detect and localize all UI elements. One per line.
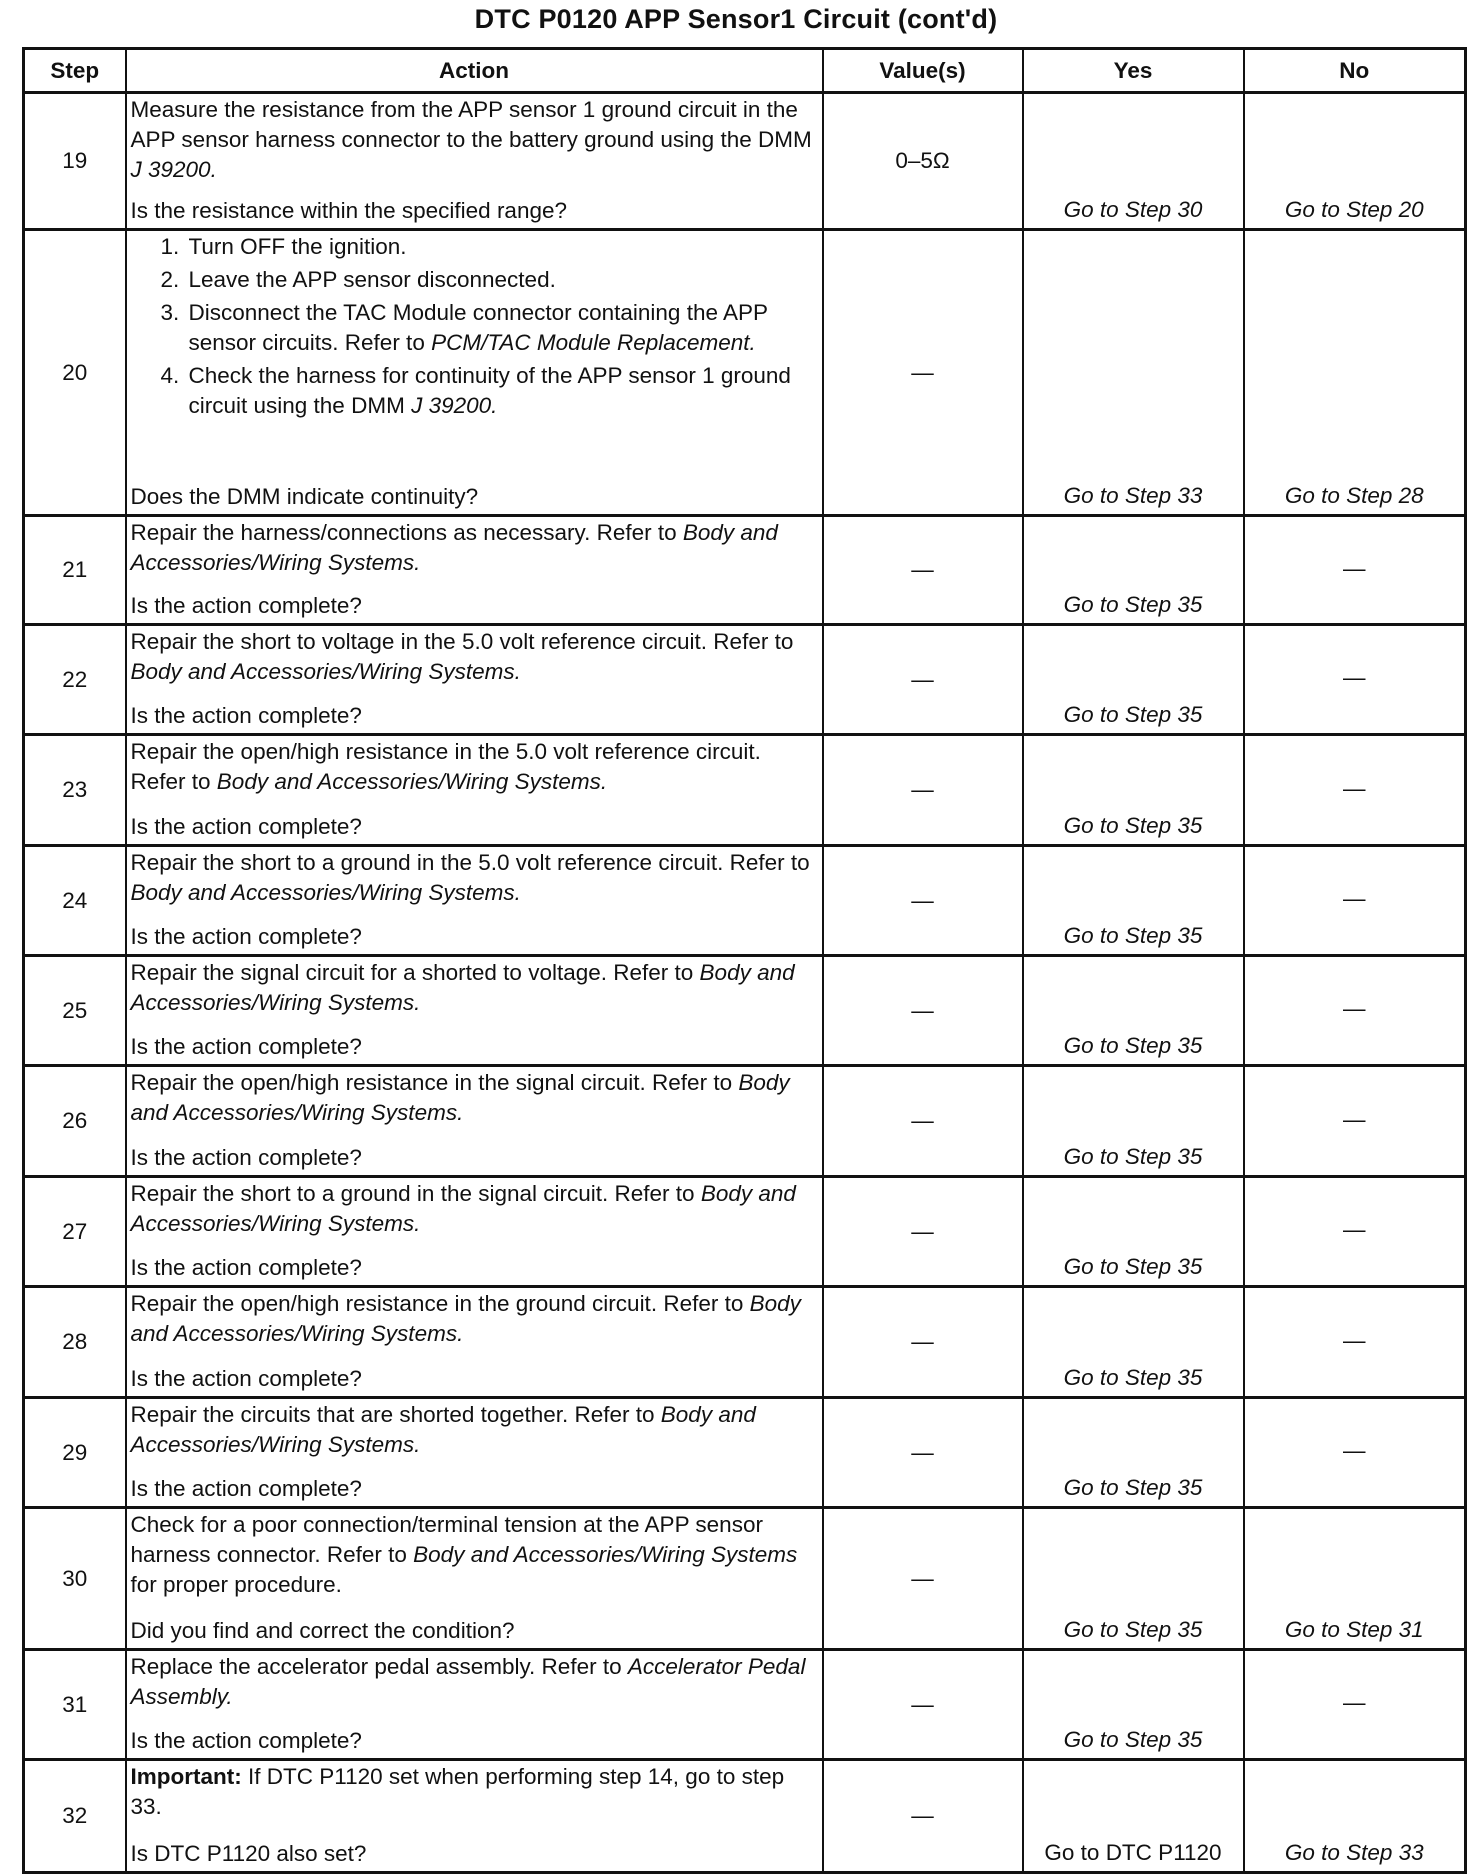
action-question: Is the action complete? — [130, 1034, 362, 1059]
table-row — [24, 93, 1466, 230]
no-link[interactable]: Go to Step 31 — [1244, 1508, 1466, 1650]
reference-text: J 39200. — [130, 157, 217, 182]
table-row — [24, 846, 1466, 956]
header-yes: Yes — [1023, 49, 1244, 93]
no-link: — — [1244, 1287, 1466, 1398]
action-question: Is the action complete? — [130, 1476, 362, 1501]
list-text — [189, 265, 556, 295]
table-row — [24, 1760, 1466, 1873]
action-text: for proper procedure. — [130, 1572, 342, 1597]
reference-text: Body and Accessories/Wiring Systems. — [130, 1402, 756, 1457]
action-content — [131, 1652, 816, 1756]
header-no: No — [1244, 49, 1466, 93]
action-body — [131, 737, 816, 799]
list-number: 1. — [160, 234, 180, 259]
list-text — [189, 232, 407, 262]
action-body — [131, 1400, 816, 1462]
action-cell — [126, 93, 823, 230]
step-number: 21 — [24, 516, 126, 625]
action-cell — [126, 956, 823, 1066]
step-number: 27 — [24, 1177, 126, 1287]
no-link[interactable]: Go to Step 28 — [1244, 230, 1466, 516]
reference-text: Body and Accessories/Wiring Systems. — [130, 1070, 790, 1125]
value-cell: — — [823, 625, 1023, 735]
no-link: — — [1244, 1066, 1466, 1177]
page-title: DTC P0120 APP Sensor1 Circuit (cont'd) — [474, 4, 998, 34]
no-link: — — [1244, 846, 1466, 956]
action-cell — [126, 230, 823, 516]
step-number: 31 — [24, 1650, 126, 1760]
reference-text: Accelerator Pedal Assembly. — [130, 1654, 806, 1709]
table-row — [24, 1650, 1466, 1760]
value-cell: — — [823, 1760, 1023, 1873]
table-row — [24, 1177, 1466, 1287]
table-row — [24, 1287, 1466, 1398]
yes-link[interactable]: Go to Step 35 — [1023, 956, 1244, 1066]
reference-text: Body and Accessories/Wiring Systems — [413, 1542, 798, 1567]
value-cell: — — [823, 1287, 1023, 1398]
table-row — [24, 956, 1466, 1066]
table-row — [24, 735, 1466, 846]
action-paragraph — [131, 627, 816, 687]
action-text: Repair the open/high resistance in the ground circuit. Refer to — [130, 1291, 750, 1316]
action-content — [131, 627, 816, 731]
action-question: Is the action complete? — [130, 593, 362, 618]
value-cell: — — [823, 230, 1023, 516]
no-link: — — [1244, 735, 1466, 846]
no-link: — — [1244, 625, 1466, 735]
action-content — [131, 1510, 816, 1646]
action-text: Replace the accelerator pedal assembly. Refer to — [130, 1654, 628, 1679]
action-paragraph — [131, 958, 816, 1018]
action-paragraph — [131, 848, 816, 908]
list-number: 2. — [160, 267, 180, 292]
diagnostic-table — [22, 47, 1467, 1874]
action-paragraph — [131, 1068, 816, 1128]
no-link: — — [1244, 956, 1466, 1066]
table-row — [24, 1066, 1466, 1177]
action-question: Is the action complete? — [130, 1728, 362, 1753]
action-paragraph — [131, 737, 816, 797]
action-body — [131, 627, 816, 689]
action-cell — [126, 625, 823, 735]
reference-text: Body and Accessories/Wiring Systems. — [130, 520, 778, 575]
action-cell — [126, 1287, 823, 1398]
no-link: — — [1244, 1650, 1466, 1760]
step-number: 22 — [24, 625, 126, 735]
action-question: Is the action complete? — [130, 814, 362, 839]
list-item — [161, 361, 816, 421]
table-row — [24, 230, 1466, 516]
action-text: Measure the resistance from the APP sensor 1 ground circuit in the APP sensor harness connector to the battery ground using the DMM — [130, 97, 812, 152]
action-cell — [126, 1650, 823, 1760]
action-paragraph — [131, 1762, 816, 1822]
list-text — [189, 298, 816, 358]
yes-link[interactable]: Go to Step 35 — [1023, 516, 1244, 625]
table-row — [24, 1508, 1466, 1650]
step-number: 19 — [24, 93, 126, 230]
yes-link[interactable]: Go to Step 35 — [1023, 625, 1244, 735]
action-text: Repair the circuits that are shorted together. Refer to — [130, 1402, 661, 1427]
important-label: Important: — [130, 1764, 242, 1789]
action-cell — [126, 735, 823, 846]
action-question: Is the action complete? — [130, 703, 362, 728]
action-paragraph — [131, 1652, 816, 1712]
table-row — [24, 625, 1466, 735]
no-link: — — [1244, 1398, 1466, 1508]
action-body — [131, 1762, 816, 1824]
list-number: 4. — [160, 363, 180, 388]
action-text: Repair the harness/connections as necessary. Refer to — [130, 520, 683, 545]
action-body — [131, 232, 816, 424]
action-content — [131, 1762, 816, 1869]
action-body — [131, 1179, 816, 1241]
reference-text: Body and Accessories/Wiring Systems. — [130, 960, 795, 1015]
value-cell: — — [823, 846, 1023, 956]
table-row — [24, 516, 1466, 625]
table-row — [24, 1398, 1466, 1508]
action-question: Did you find and correct the condition? — [130, 1618, 515, 1643]
action-body — [131, 848, 816, 910]
action-paragraph — [131, 1400, 816, 1460]
reference-text: Body and Accessories/Wiring Systems. — [130, 659, 521, 684]
action-body — [131, 958, 816, 1020]
list-item — [161, 232, 816, 262]
yes-link[interactable]: Go to Step 35 — [1023, 1398, 1244, 1508]
yes-link[interactable]: Go to Step 35 — [1023, 846, 1244, 956]
action-text: Check for a poor connection/terminal tension at the APP sensor harness connector. Refer to — [130, 1512, 763, 1567]
value-cell: — — [823, 1177, 1023, 1287]
action-question: Is DTC P1120 also set? — [130, 1841, 367, 1866]
step-number: 24 — [24, 846, 126, 956]
action-text: Disconnect the TAC Module connector containing the APP sensor circuits. Refer to — [188, 300, 768, 355]
action-content — [131, 518, 816, 621]
header-values: Value(s) — [823, 49, 1023, 93]
list-item — [161, 265, 816, 295]
step-number: 20 — [24, 230, 126, 516]
action-cell — [126, 516, 823, 625]
value-cell: 0–5Ω — [823, 93, 1023, 230]
no-link: — — [1244, 1177, 1466, 1287]
action-body — [131, 1289, 816, 1351]
value-cell: — — [823, 1066, 1023, 1177]
action-paragraph — [131, 1510, 816, 1600]
action-paragraph — [131, 1179, 816, 1239]
step-number: 29 — [24, 1398, 126, 1508]
header-step: Step — [24, 49, 126, 93]
action-cell — [126, 1508, 823, 1650]
reference-text: Body and Accessories/Wiring Systems. — [130, 1291, 801, 1346]
action-body — [131, 518, 816, 580]
step-number: 28 — [24, 1287, 126, 1398]
action-body — [131, 1068, 816, 1130]
yes-link[interactable]: Go to Step 35 — [1023, 1508, 1244, 1650]
yes-link[interactable]: Go to Step 33 — [1023, 230, 1244, 516]
action-content — [131, 1289, 816, 1394]
reference-text: Body and Accessories/Wiring Systems. — [216, 769, 608, 794]
action-content — [131, 958, 816, 1062]
reference-text: PCM/TAC Module Replacement. — [431, 330, 756, 355]
no-link[interactable]: Go to Step 20 — [1244, 93, 1466, 230]
action-paragraph — [131, 518, 816, 578]
action-text: Turn OFF the ignition. — [188, 234, 407, 259]
step-number: 23 — [24, 735, 126, 846]
yes-link[interactable]: Go to Step 35 — [1023, 1650, 1244, 1760]
action-content — [131, 232, 816, 512]
action-content — [131, 95, 816, 226]
action-cell — [126, 1066, 823, 1177]
action-question: Is the action complete? — [130, 1255, 362, 1280]
action-question: Is the action complete? — [130, 924, 362, 949]
yes-link[interactable]: Go to Step 35 — [1023, 735, 1244, 846]
value-cell: — — [823, 1398, 1023, 1508]
value-cell: — — [823, 956, 1023, 1066]
yes-link[interactable]: Go to Step 30 — [1023, 93, 1244, 230]
action-question: Does the DMM indicate continuity? — [130, 484, 479, 509]
list-text — [189, 361, 816, 421]
header-action: Action — [126, 49, 823, 93]
yes-link[interactable]: Go to DTC P1120 — [1023, 1760, 1244, 1873]
value-cell: — — [823, 1650, 1023, 1760]
action-cell — [126, 1177, 823, 1287]
action-cell — [126, 846, 823, 956]
action-question: Is the action complete? — [130, 1145, 362, 1170]
value-cell: — — [823, 516, 1023, 625]
action-content — [131, 1179, 816, 1283]
table-header-row — [24, 49, 1466, 93]
action-text: Repair the open/high resistance in the 5.0 volt reference circuit. Refer to — [130, 739, 761, 794]
action-content — [131, 848, 816, 952]
action-text: Check the harness for continuity of the APP sensor 1 ground circuit using the DMM — [188, 363, 791, 418]
step-number: 30 — [24, 1508, 126, 1650]
reference-text: Body and Accessories/Wiring Systems. — [130, 1181, 796, 1236]
action-paragraph — [131, 1289, 816, 1349]
action-text: Repair the short to a ground in the 5.0 volt reference circuit. Refer to — [130, 850, 810, 875]
action-cell — [126, 1760, 823, 1873]
action-text: Repair the short to a ground in the signal circuit. Refer to — [130, 1181, 701, 1206]
action-text: If DTC P1120 set when performing step 14, go to step 33. — [130, 1764, 785, 1819]
action-content — [131, 1400, 816, 1504]
action-body — [131, 1510, 816, 1602]
no-link[interactable]: Go to Step 33 — [1244, 1760, 1466, 1873]
no-link: — — [1244, 516, 1466, 625]
action-question: Is the action complete? — [130, 1366, 362, 1391]
action-text: Repair the open/high resistance in the signal circuit. Refer to — [130, 1070, 739, 1095]
action-text: Leave the APP sensor disconnected. — [188, 267, 556, 292]
yes-link[interactable]: Go to Step 35 — [1023, 1177, 1244, 1287]
yes-link[interactable]: Go to Step 35 — [1023, 1066, 1244, 1177]
action-paragraph — [131, 95, 816, 185]
action-body — [131, 95, 816, 187]
action-text: Repair the short to voltage in the 5.0 volt reference circuit. Refer to — [130, 629, 794, 654]
action-content — [131, 737, 816, 842]
list-item — [161, 298, 816, 358]
reference-text: Body and Accessories/Wiring Systems. — [130, 880, 521, 905]
value-cell: — — [823, 1508, 1023, 1650]
action-body — [131, 1652, 816, 1714]
step-number: 26 — [24, 1066, 126, 1177]
value-cell: — — [823, 735, 1023, 846]
yes-link[interactable]: Go to Step 35 — [1023, 1287, 1244, 1398]
action-content — [131, 1068, 816, 1173]
action-question: Is the resistance within the specified range? — [130, 198, 567, 223]
action-text: Repair the signal circuit for a shorted to voltage. Refer to — [130, 960, 700, 985]
list-number: 3. — [160, 300, 180, 325]
action-cell — [126, 1398, 823, 1508]
reference-text: J 39200. — [411, 393, 498, 418]
step-number: 32 — [24, 1760, 126, 1873]
step-number: 25 — [24, 956, 126, 1066]
